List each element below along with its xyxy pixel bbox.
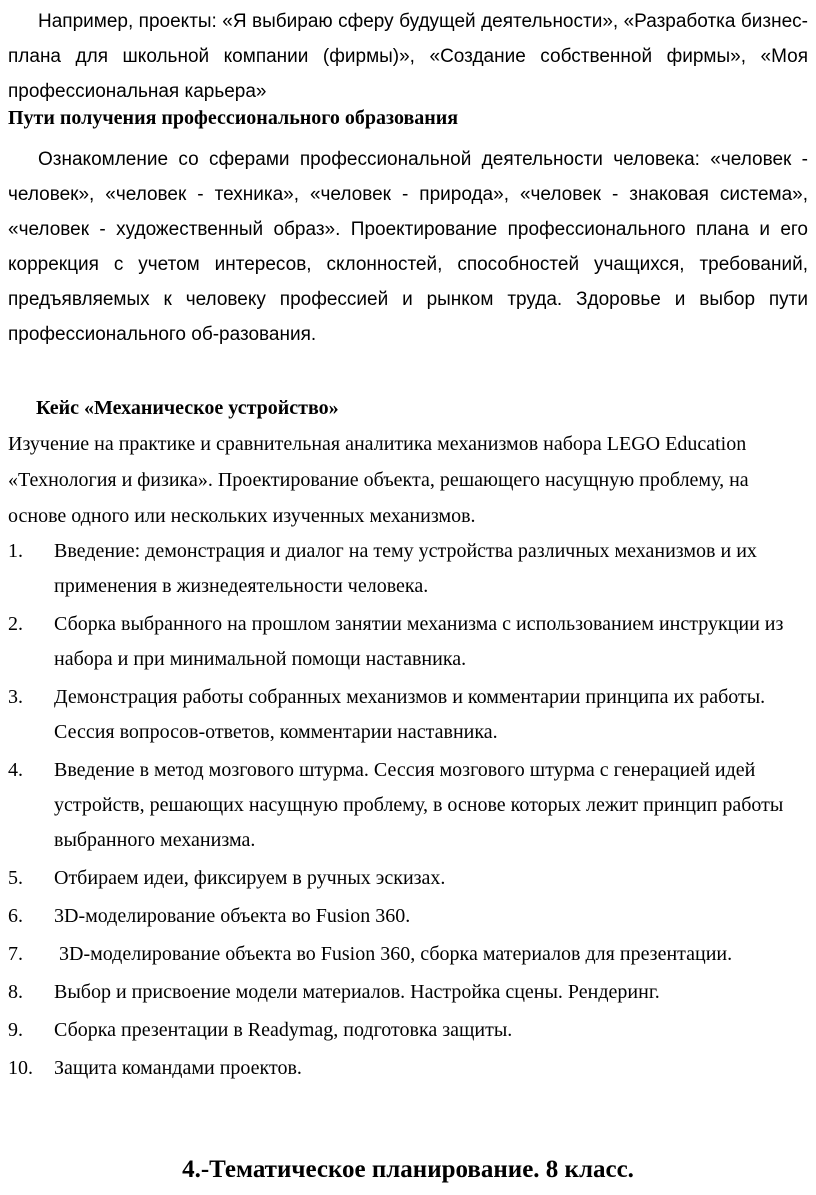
step-text: Защита командами проектов. (54, 1057, 302, 1079)
list-item (8, 680, 808, 750)
list-item (8, 1013, 808, 1048)
case-description: Изучение на практике и сравнительная аналитика механизмов набора LEGO Education «Технология и физика». Проектирование объекта, решающего насущную проблему, на основе одного или нескольких изученных механизмов. (8, 433, 749, 527)
step-text: Выбор и присвоение модели материалов. Настройка сцены. Рендеринг. (54, 981, 660, 1003)
list-item (8, 753, 808, 858)
step-number: 1. (8, 540, 23, 562)
step-text: Демонстрация работы собранных механизмов и комментарии принципа их работы. Сессия вопросов-ответов, комментарии наставника. (54, 686, 766, 743)
list-item (8, 975, 808, 1010)
section-paragraph: Ознакомление со сферами профессиональной деятельности человека: «человек - человек», «человек - техника», «человек - природа», «человек - знаковая система», «человек - художественный образ». Проектирование профессионального плана и его коррекция с учетом интересов, склонностей, способностей учащихся, требований, предъявляемых к человеку профессией и рынком труда. Здоровье и выбор пути профессионального об-разования. (8, 149, 808, 345)
step-number: 10. (8, 1057, 33, 1079)
section-heading: Пути получения профессионального образования (8, 107, 459, 129)
section-title: 4.-Тематическое планирование. 8 класс. (182, 1156, 634, 1183)
step-text: 3D-моделирование объекта во Fusion 360, сборка материалов для презентации. (54, 943, 733, 965)
list-item (8, 861, 808, 896)
case-title: Кейс «Механическое устройство» (36, 397, 339, 419)
step-text: 3D-моделирование объекта во Fusion 360. (54, 905, 411, 927)
step-text: Введение в метод мозгового штурма. Сессия мозгового штурма с генерацией идей устройств, решающих насущную проблему, в основе которых лежит принцип работы выбранного механизма. (54, 759, 784, 851)
step-text: Введение: демонстрация и диалог на тему устройства различных механизмов и их применения в жизнедеятельности человека. (54, 540, 757, 597)
list-item (8, 607, 808, 677)
list-item (8, 899, 808, 934)
step-number: 4. (8, 759, 23, 781)
step-number: 2. (8, 613, 23, 635)
step-text: Сборка презентации в Readymag, подготовка защиты. (54, 1019, 513, 1041)
step-number: 3. (8, 686, 23, 708)
step-number: 9. (8, 1019, 23, 1041)
intro-paragraph: Например, проекты: «Я выбираю сферу будущей деятельности», «Разработка бизнес-плана для школьной компании (фирмы)», «Создание собственной фирмы», «Моя профессиональная карьера» (8, 11, 808, 102)
list-item (8, 534, 808, 604)
step-number: 8. (8, 981, 23, 1003)
step-number: 5. (8, 867, 23, 889)
steps-list (8, 534, 808, 1089)
list-item (8, 937, 808, 972)
step-text: Отбираем идеи, фиксируем в ручных эскизах. (54, 867, 446, 889)
list-item (8, 1051, 808, 1086)
step-text: Сборка выбранного на прошлом занятии механизма с использованием инструкции из набора и при минимальной помощи наставника. (54, 613, 784, 670)
step-number: 7. (8, 943, 23, 965)
step-number: 6. (8, 905, 23, 927)
